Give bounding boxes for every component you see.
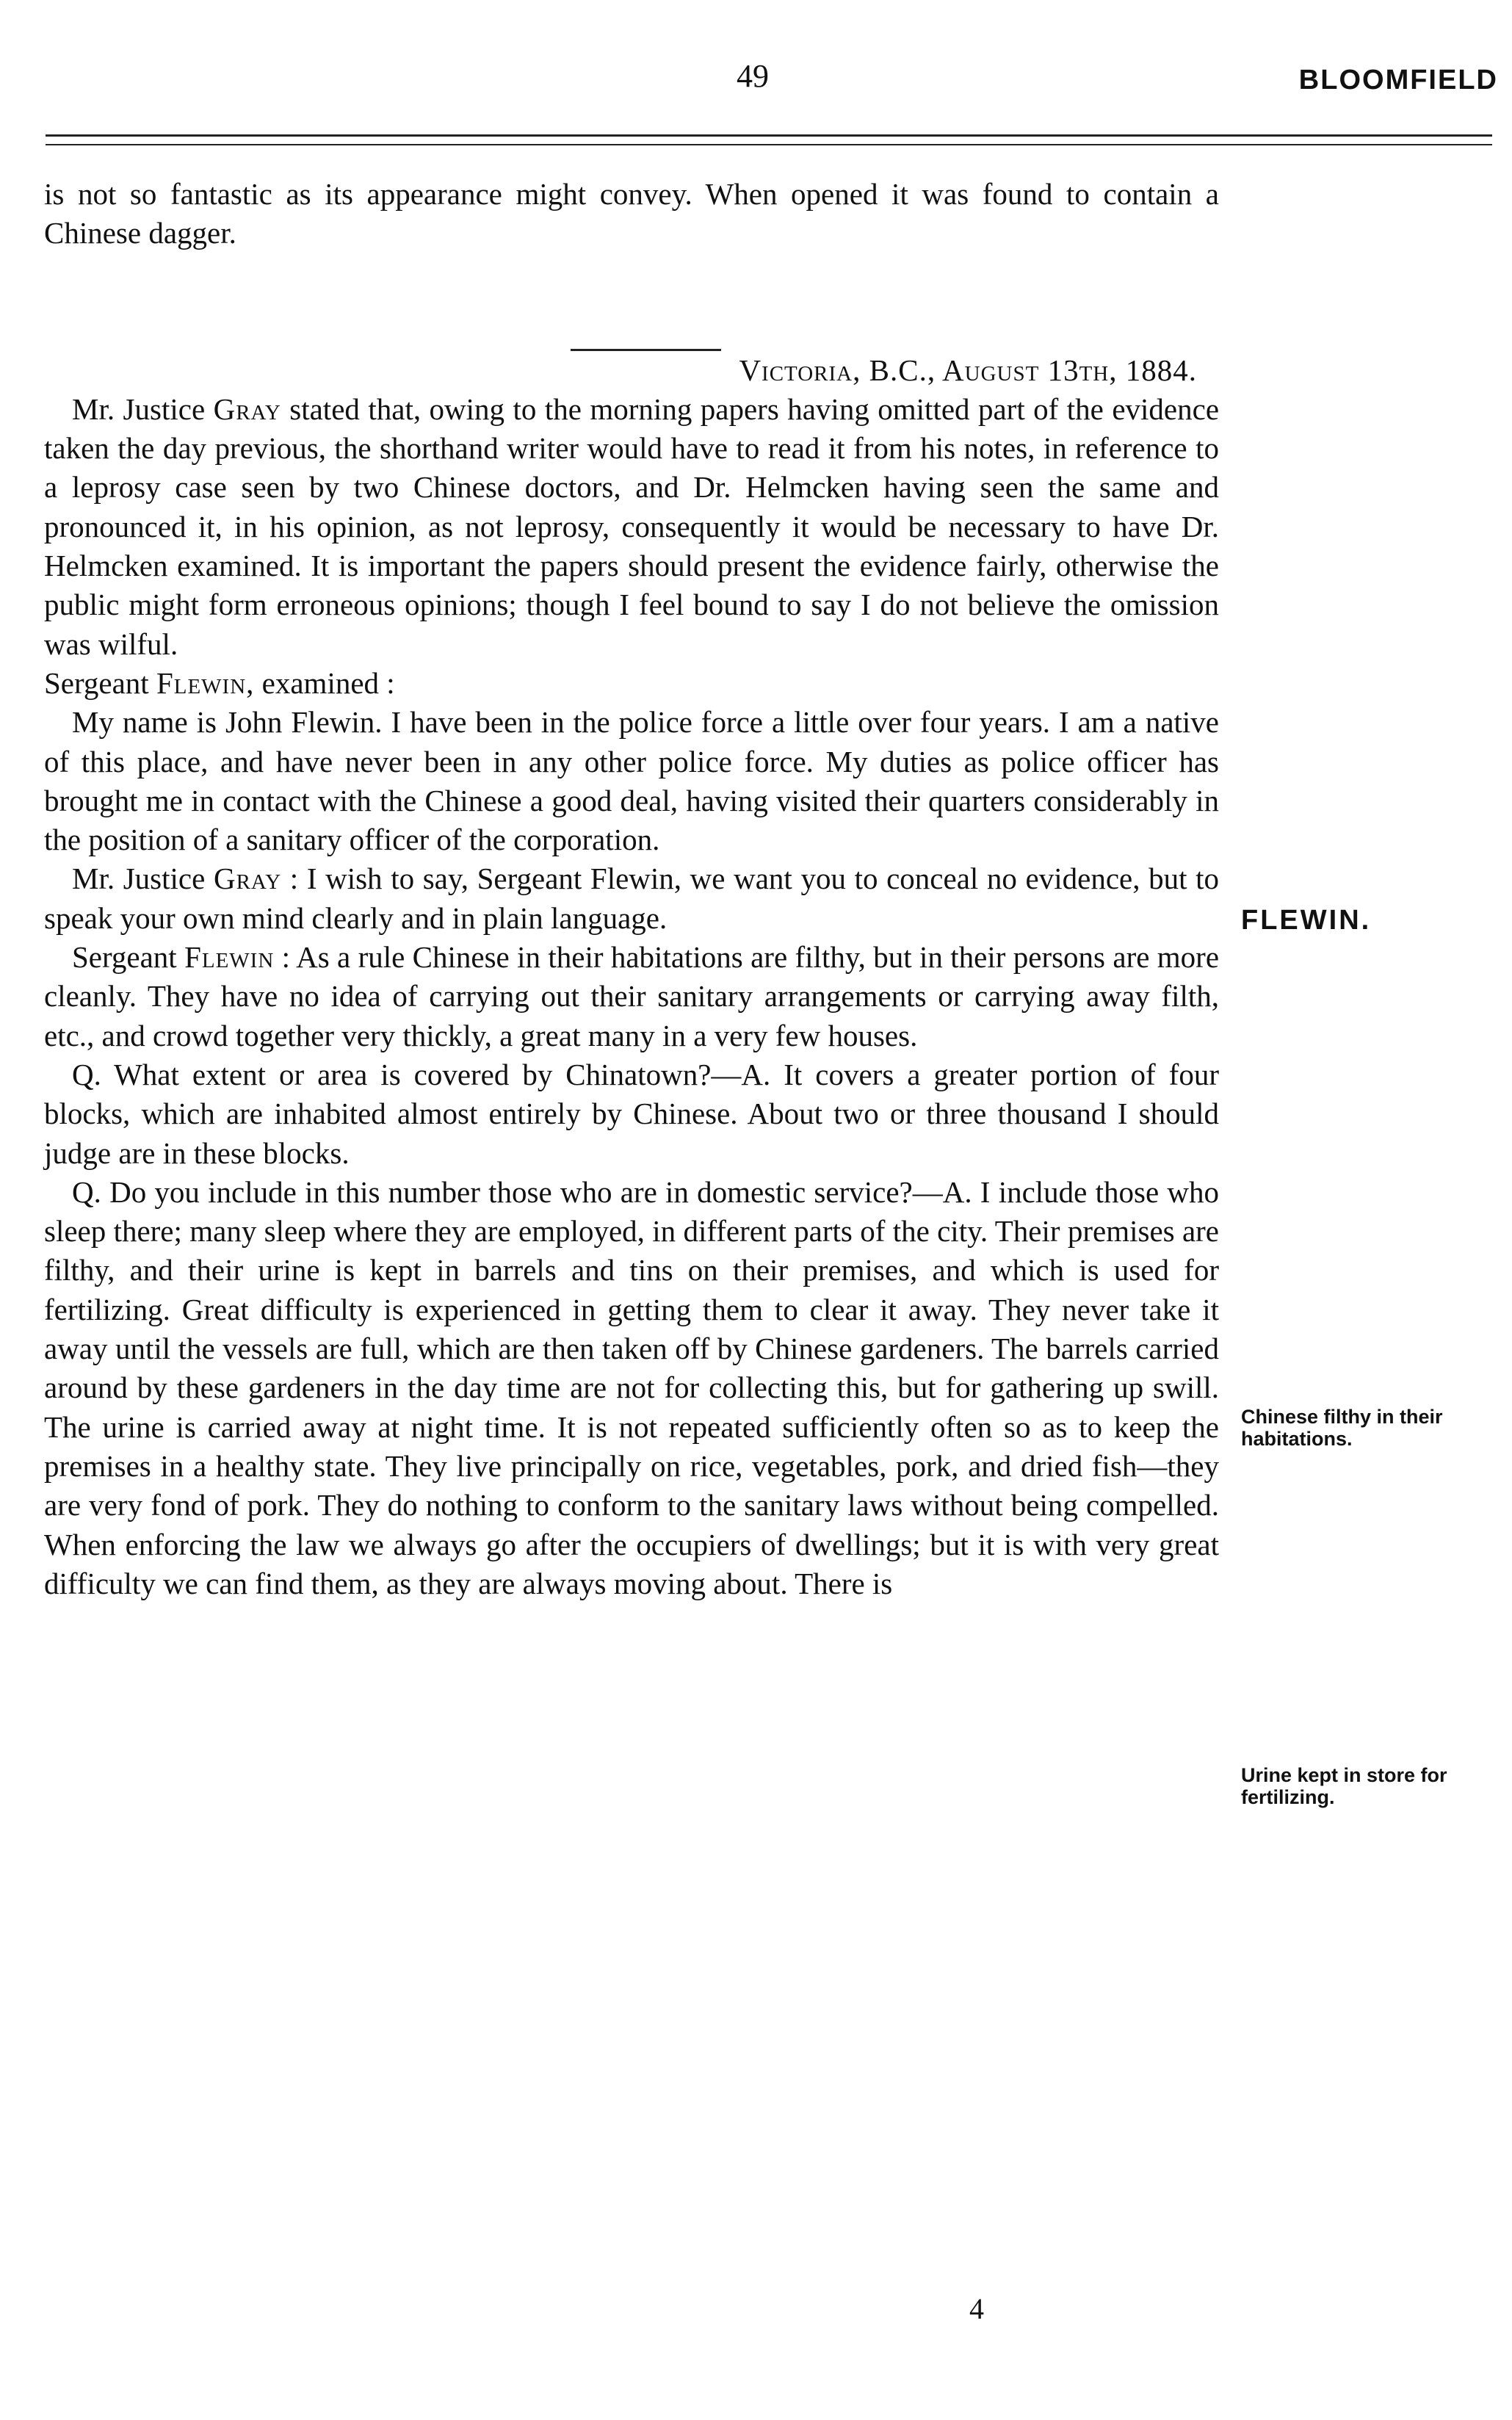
speaker-title: Mr. Justice: [72, 862, 206, 896]
page-number: 49: [737, 58, 769, 94]
signature-mark: 4: [969, 2292, 984, 2325]
paragraph-chinatown-area: Q. What extent or area is covered by Chinatown?—A. It covers a greater portion of four blocks, which are inhabited almost entirely by Chinese. About two or three thousand I should judge are in these blocks.: [44, 1057, 1219, 1170]
speaker-title: Sergeant: [72, 940, 177, 975]
witness-rank: Sergeant: [44, 665, 149, 700]
paragraph-flewin-habitations: [44, 938, 1219, 1055]
dateline-text: Victoria, B.C., August 13th, 1884.: [739, 353, 1197, 387]
body-text: [44, 175, 1219, 1603]
header-rule-bottom: [46, 144, 1492, 145]
sidenote-filthy-habitations: Chinese filthy in their habitations.: [1241, 1406, 1443, 1450]
sidenote-flewin: FLEWIN.: [1241, 905, 1372, 936]
paragraph-justice-gray-instruction: [44, 859, 1219, 938]
sidenote-urine-fertilizing: Urine kept in store for fertilizing.: [1241, 1764, 1447, 1808]
paragraph-text: : As a rule Chinese in their habitations are filthy, but in their persons are more cleanly. They have no idea of carrying out their sanitary arrangements or carrying away filth, etc., and crowd together very thickly, a great many in a very few houses.: [44, 940, 1220, 1052]
speaker-name: Gray: [213, 391, 281, 426]
dateline: [44, 351, 1219, 390]
paragraph-witness-called: [44, 664, 1219, 703]
paragraph-text: : I wish to say, Sergeant Flewin, we want you to conceal no evidence, but to speak your own mind clearly and in plain language.: [44, 862, 1220, 935]
speaker-name: Flewin: [184, 940, 275, 975]
paragraph-domestic-service: Q. Do you include in this number those who are in domestic service?—A. I include those who sleep there; many sleep where they are employed, in different parts of the city. Their premises are filthy, and their urine is kept in barrels and tins on their premises, and which is used for fertilizing. Great difficulty is experienced in getting them to clear it away. They never take it away until the vessels are full, which are then taken off by Chinese gardeners. The barrels carried around by these gardeners in the day time are not for collecting this, but for gathering up swill. The urine is carried away at night time. It is not repeated sufficiently often so as to keep the premises in a healthy state. They live principally on rice, vegetables, pork, and dried fish—they are very fond of pork. They do nothing to conform to the sanitary laws without being compelled. When enforcing the law we always go after the occupiers of dwellings; but it is with very great difficulty we can find them, as they are always moving about. There is: [44, 1174, 1219, 1600]
running-head: BLOOMFIELD: [1298, 65, 1498, 95]
header-rule-top: [46, 134, 1492, 137]
paragraph-justice-gray-statement: [44, 390, 1219, 664]
paragraph-flewin-introduction: My name is John Flewin. I have been in the police force a little over four years. I am a native of this place, and have never been in any other police force. My duties as police officer has brought me in contact with the Chinese a good deal, having visited their quarters considerably in the position of a sanitary officer of the corporation.: [44, 705, 1219, 857]
witness-name: Flewin,: [156, 665, 255, 700]
witness-suffix: examined :: [261, 665, 395, 700]
speaker-title: Mr. Justice: [72, 391, 206, 426]
paragraph-text: stated that, owing to the morning papers having omitted part of the evidence taken the day previous, the shorthand writer would have to read it from his notes, in reference to a leprosy case seen by two Chinese doctors, and Dr. Helmcken having seen the same and pronounced it, in his opinion, as not leprosy, consequently it would be necessary to have Dr. Helmcken examined. It is important the papers should present the evidence fairly, otherwise the public might form erroneous opinions; though I feel bound to say I do not believe the omission was wilful.: [44, 391, 1220, 661]
continuation-paragraph: is not so fantastic as its appearance might convey. When opened it was found to contain a Chinese dagger.: [44, 177, 1219, 250]
speaker-name: Gray: [213, 862, 282, 896]
